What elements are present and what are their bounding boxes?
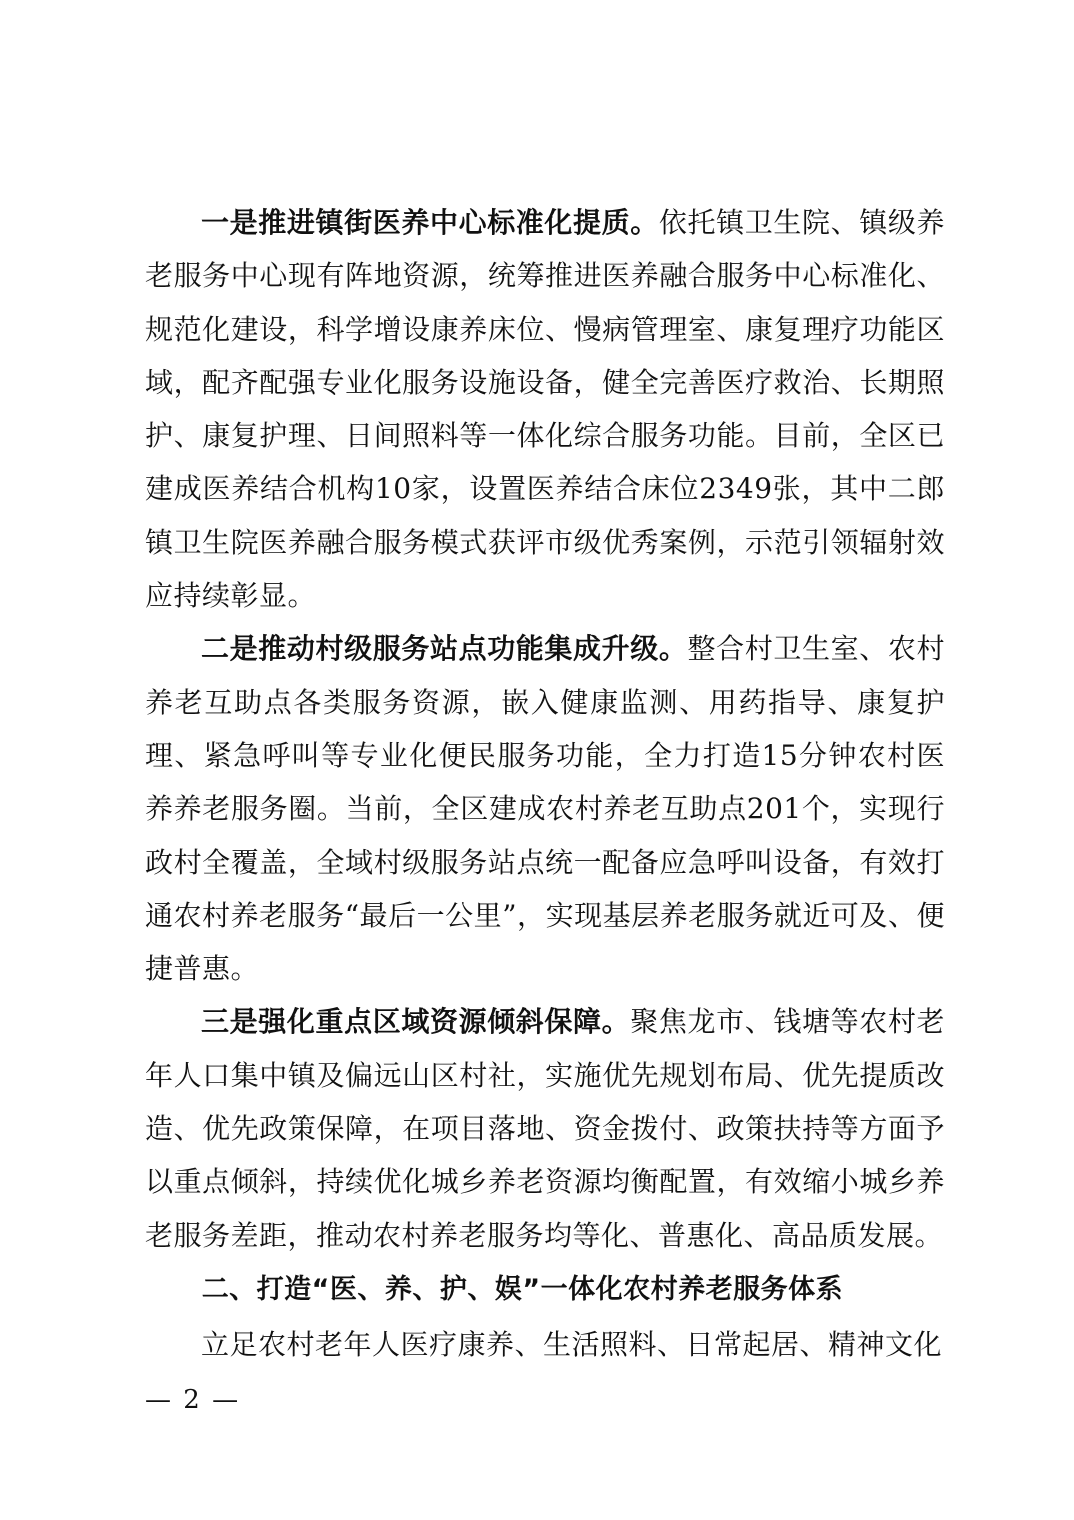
section-heading: 二、打造“医、养、护、娱”一体化农村养老服务体系 [201, 1273, 844, 1305]
paragraph-key-areas [145, 995, 945, 1261]
paragraph-text: 整合村卫生室、农村养老互助点各类服务资源，嵌入健康监测、用药指导、康复护理、紧急呼叫等专业化便民服务功能，全力打造15分钟农村医养养老服务圈。当前，全区建成农村养老互助点201个，实现行政村全覆盖，全域村级服务站点统一配备应急呼叫设备，有效打通农村养老服务“最后一公里”，实现基层养老服务就近可及、便捷普惠。 [145, 632, 945, 986]
paragraph-lead: 二是推动村级服务站点功能集成升级。 [201, 632, 688, 666]
paragraph-text: 聚焦龙市、钱塘等农村老年人口集中镇及偏远山区村社，实施优先规划布局、优先提质改造、优先政策保障，在项目落地、资金拨付、政策扶持等方面予以重点倾斜，持续优化城乡养老资源均衡配置，有效缩小城乡养老服务差距，推动农村养老服务均等化、普惠化、高品质发展。 [145, 1005, 945, 1252]
page-number: — 2 — [145, 1385, 241, 1415]
paragraph-town-center [145, 196, 945, 622]
paragraph-lead: 三是强化重点区域资源倾斜保障。 [201, 1005, 631, 1039]
paragraph-lead: 一是推进镇街医养中心标准化提质。 [201, 206, 659, 239]
paragraph-village-stations [145, 622, 945, 995]
paragraph-text: 依托镇卫生院、镇级养老服务中心现有阵地资源，统筹推进医养融合服务中心标准化、规范化建设，科学增设康养床位、慢病管理室、康复理疗功能区域，配齐配强专业化服务设施设备，健全完善医疗救治、长期照护、康复护理、日间照料等一体化综合服务功能。目前，全区已建成医养结合机构10家，设置医养结合床位2349张，其中二郎镇卫生院医养融合服务模式获评市级优秀案例，示范引领辐射效应持续彰显。 [145, 206, 945, 613]
document-body [145, 196, 945, 1371]
paragraph-final: 立足农村老年人医疗康养、生活照料、日常起居、精神文化 [201, 1327, 943, 1361]
